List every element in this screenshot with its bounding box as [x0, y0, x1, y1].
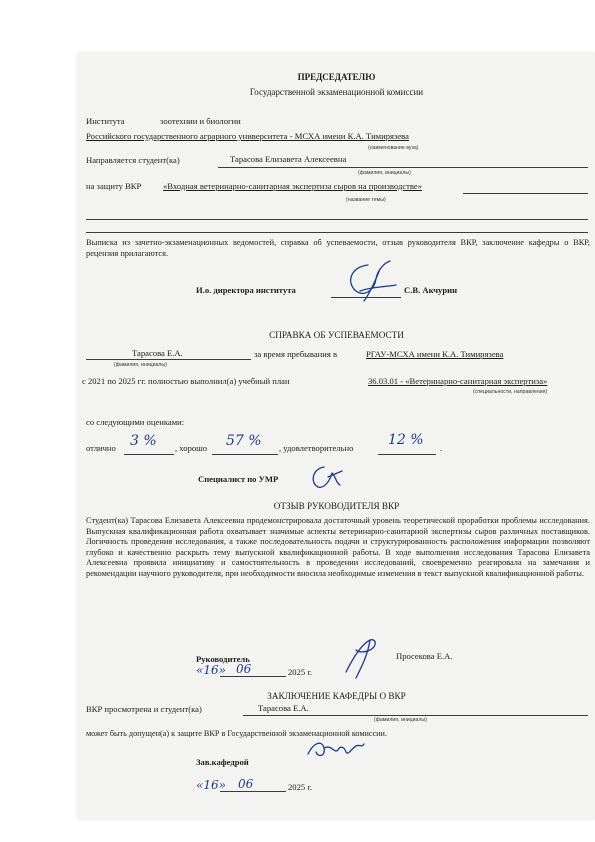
conclusion-date-month: 06 — [238, 777, 254, 791]
student-caption: (фамилия, инициалы) — [358, 170, 411, 176]
addressee-title: ПРЕДСЕДАТЕЛЮ — [297, 72, 376, 82]
thesis-title: «Входная ветеринарно-санитарная экспертиза сыров на производстве» — [163, 181, 423, 191]
university-name: Российского государственного аграрного университета - МСХА имени К.А. Тимирязева — [86, 131, 409, 141]
head-label: Зав.кафедрой — [196, 757, 249, 767]
excellent-label: отлично — [86, 443, 116, 453]
review-date-underline — [220, 676, 286, 677]
satisfactory-value: 12 % — [388, 432, 424, 448]
addressee-subtitle: Государственной экзаменационной комиссии — [249, 87, 424, 97]
good-underline — [212, 454, 278, 455]
university-caption: (наименование вуза) — [368, 145, 419, 151]
conclusion-student-underline — [243, 715, 588, 716]
conclusion-heading: ЗАКЛЮЧЕНИЕ КАФЕДРЫ О ВКР — [267, 691, 406, 701]
thesis-blank-line-2 — [86, 232, 588, 233]
institute-label: Института — [86, 116, 125, 126]
progress-student-name: Тарасова Е.А. — [132, 348, 183, 358]
supervisor-signature — [340, 636, 388, 680]
director-signature — [340, 257, 400, 302]
supervisor-label: Руководитель — [196, 654, 250, 664]
grades-intro: со следующими оценками: — [86, 417, 185, 427]
review-date-year: 2025 г. — [288, 667, 313, 677]
stay-text: за время пребывания в — [254, 349, 338, 359]
institute-value: зоотехнии и биологии — [160, 116, 241, 126]
specialist-signature — [306, 463, 346, 493]
university-short: РГАУ-МСХА имени К.А. Тимирязева — [366, 349, 504, 359]
period-text: с 2021 по 2025 гг. полностью выполнил(а) учебный план — [82, 376, 290, 386]
student-name: Тарасова Елизавета Алексеевна — [230, 154, 347, 164]
satisfactory-label: , удовлетворительно — [279, 443, 354, 453]
specialty-caption: (специальности, направления) — [473, 389, 548, 395]
director-label: И.о. директора института — [196, 285, 296, 295]
conclusion-date-year: 2025 г. — [288, 782, 313, 792]
specialty-value: 36.03.01 - «Ветеринарно-санитарная экспертиза» — [368, 376, 548, 386]
good-label: , хорошо — [175, 443, 208, 453]
supervisor-name: Просекова Е.А. — [396, 651, 453, 661]
review-heading: ОТЗЫВ РУКОВОДИТЕЛЯ ВКР — [273, 501, 400, 511]
document-sheet — [78, 52, 595, 820]
head-signature — [304, 736, 366, 762]
thesis-blank-line-1 — [86, 219, 588, 220]
student-label: Направляется студент(ка) — [86, 155, 180, 165]
thesis-caption: (название темы) — [346, 197, 386, 203]
excellent-underline — [124, 454, 174, 455]
progress-student-underline — [86, 359, 251, 360]
review-text: Студент(ка) Тарасова Елизавета Алексеевна продемонстрировала достаточный уровень теоретической проработки проблемы исследования. Выпускная квалификационная работа охватывает значимые аспекты ветеринарно-санитарной экспертизы сыров различных поставщиков. Логичность проведения исследования, а также последовательность подачи и структурированность расположения информации позволяют глубоко и качественно раскрыть тему выпускной квалификационной работы. В ходе выполнения исследования Тарасова Елизавета Алексеевна проявила инициативу и самостоятельность в проведении исследований, своевременно реагировала на замечания и рекомендации научного руководителя, при необходимости вносила необходимые изменения в текст выпускной квалификационной работы. — [86, 516, 590, 578]
review-date-day: «16» — [196, 663, 226, 677]
reviewed-label: ВКР просмотрена и студент(ка) — [86, 704, 202, 714]
excellent-value: 3 % — [130, 433, 157, 449]
progress-student-caption: (фамилия, инициалы) — [114, 362, 167, 368]
grades-end-dot: . — [440, 443, 443, 453]
review-date-month: 06 — [236, 662, 252, 676]
progress-heading: СПРАВКА ОБ УСПЕВАЕМОСТИ — [269, 330, 404, 340]
admit-text: может быть допущен(а) к защите ВКР в Государственной экзаменационной комиссии. — [86, 729, 387, 738]
satisfactory-underline — [378, 454, 436, 455]
director-name: С.В. Акчурин — [404, 285, 458, 295]
conclusion-date-underline — [220, 791, 286, 792]
conclusion-student-caption: (фамилия, инициалы) — [374, 717, 427, 723]
attachments-text: Выписка из зачетно-экзаменационных ведомостей, справка об успеваемости, отзыв руководителя ВКР, заключение кафедры о ВКР, рецензия прилагаются. — [86, 238, 590, 258]
thesis-label: на защиту ВКР — [86, 181, 142, 191]
thesis-underline-tail — [463, 193, 588, 194]
good-value: 57 % — [226, 433, 262, 449]
conclusion-student-name: Тарасова Е.А. — [258, 703, 309, 713]
specialist-label: Специалист по УМР — [198, 474, 279, 484]
conclusion-date-day: «16» — [196, 778, 226, 792]
student-underline — [218, 167, 588, 168]
